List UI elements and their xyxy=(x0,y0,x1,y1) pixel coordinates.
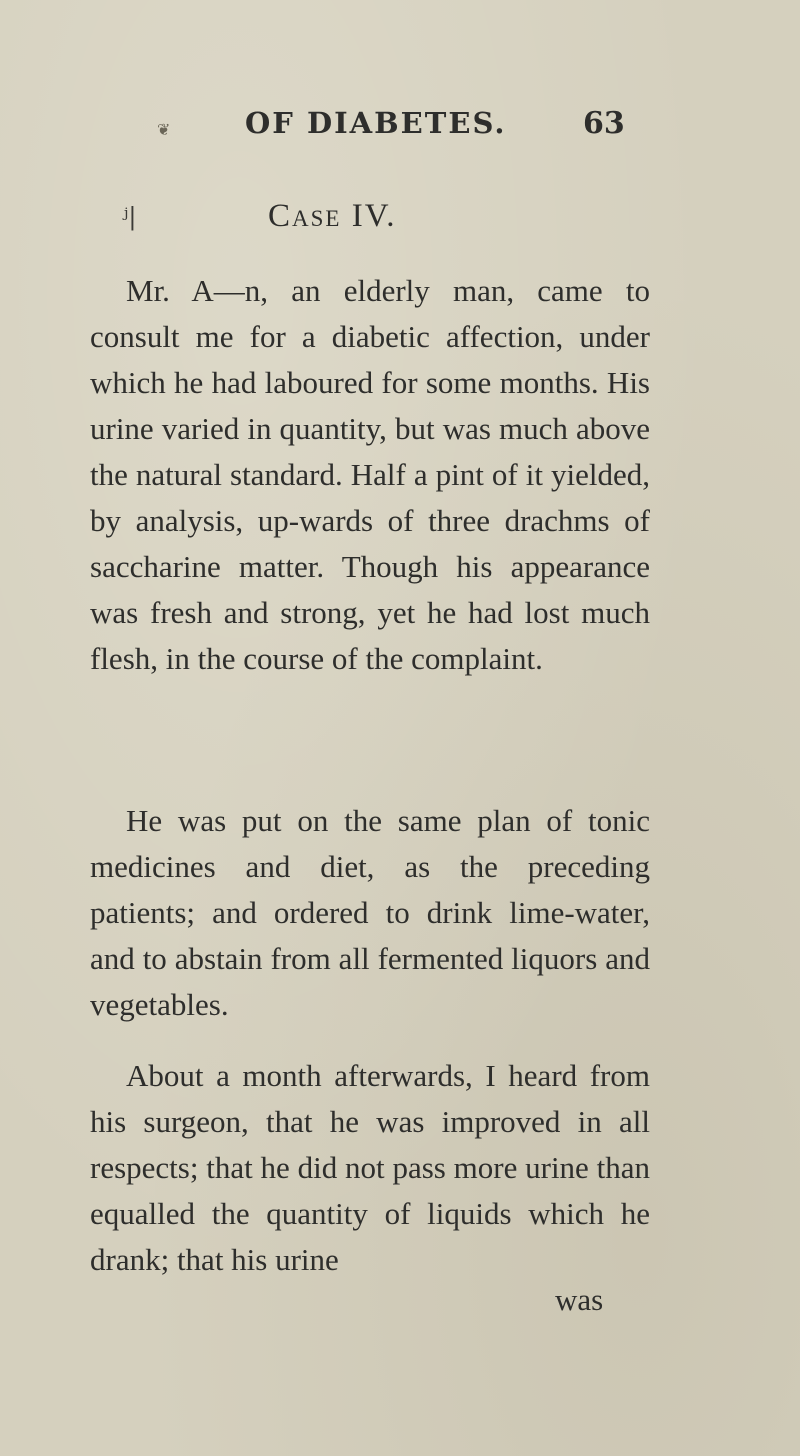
paragraph: He was put on the same plan of tonic medicines and diet, as the preceding patients; and ordered to drink lime-water, and to abstain from all fermented liquors and vegetables. xyxy=(90,803,650,1022)
catchword: was xyxy=(555,1282,604,1317)
case-heading: Case IV. xyxy=(268,198,397,234)
running-head xyxy=(0,104,800,144)
paragraph-2-block xyxy=(90,798,650,1028)
ornament-icon: ❦ xyxy=(157,120,171,139)
paragraph: Mr. A—n, an elderly man, came to consult me for a diabetic affection, under which he had laboured for some months. His urine varied in quantity, but was much above the natural standard. Half a pint of it yielded, by analysis, up-wards of three drachms of saccharine matter. Though his appearance was fresh and strong, yet he had lost much flesh, in the course of the complaint. xyxy=(90,273,650,676)
running-head-title: OF DIABETES. xyxy=(245,106,507,140)
page-number: 63 xyxy=(583,106,625,141)
paragraph-3-block xyxy=(90,1053,650,1283)
margin-mark: ʲ| xyxy=(122,203,137,231)
paragraph: About a month afterwards, I heard from his surgeon, that he was improved in all respects; that he did not pass more urine than equalled the quantity of liquids which he drank; that his urine xyxy=(90,1058,650,1277)
paragraph-1-block xyxy=(90,268,650,682)
